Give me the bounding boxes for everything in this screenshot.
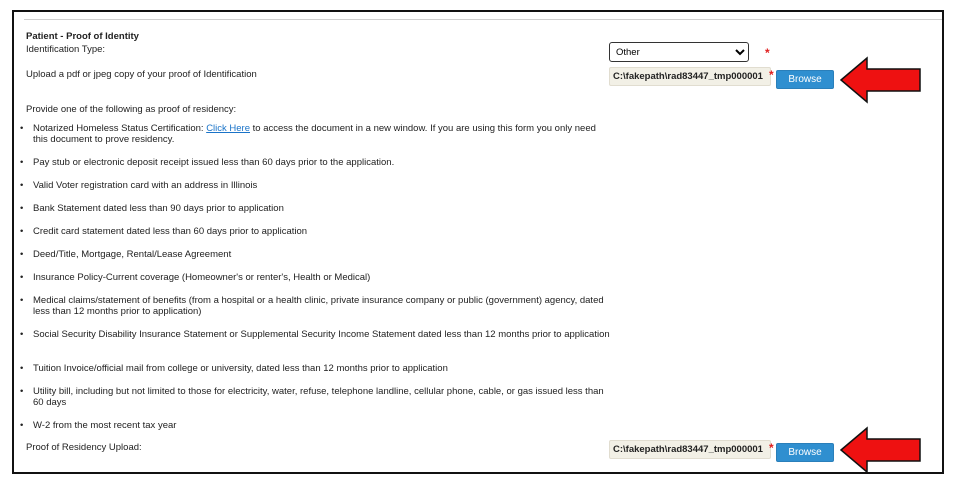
residency-intro: Provide one of the following as proof of residency: bbox=[26, 104, 237, 115]
bullet: • bbox=[20, 329, 24, 340]
residency-item: Credit card statement dated less than 60 days prior to application bbox=[33, 226, 308, 237]
bullet: • bbox=[20, 203, 24, 214]
form-panel bbox=[12, 10, 944, 474]
bullet: • bbox=[20, 180, 24, 191]
residency-item: Pay stub or electronic deposit receipt issued less than 60 days prior to the application. bbox=[33, 157, 395, 168]
residency-item: Tuition Invoice/official mail from college or university, dated less than 12 months prior to application bbox=[33, 363, 448, 374]
bullet: • bbox=[20, 295, 24, 306]
residency-item: Valid Voter registration card with an address in Illinois bbox=[33, 180, 258, 191]
bullet: • bbox=[20, 157, 24, 168]
identification-type-label: Identification Type: bbox=[26, 44, 106, 55]
residency-item: Medical claims/statement of benefits (from a hospital or a health clinic, private insurance company or public (government) agency, dated less than 12 months prior to application) bbox=[33, 295, 604, 317]
bullet: • bbox=[20, 363, 24, 374]
section-title: Patient - Proof of Identity bbox=[26, 31, 139, 42]
required-star: * bbox=[769, 68, 774, 82]
residency-item: Deed/Title, Mortgage, Rental/Lease Agreement bbox=[33, 249, 232, 260]
upload-id-label: Upload a pdf or jpeg copy of your proof of Identification bbox=[26, 69, 257, 80]
bullet: • bbox=[20, 249, 24, 260]
identification-type-select[interactable] bbox=[609, 42, 749, 62]
residency-item-homeless bbox=[33, 123, 613, 145]
residency-item: Insurance Policy-Current coverage (Homeowner's or renter's, Health or Medical) bbox=[33, 272, 371, 283]
browse-residency-button[interactable]: Browse bbox=[776, 443, 834, 462]
residency-item-text: Notarized Homeless Status Certification: bbox=[33, 123, 207, 134]
bullet: • bbox=[20, 386, 24, 397]
residency-item: Utility bill, including but not limited to those for electricity, water, refuse, telephone landline, cellular phone, cable, or gas issued less than 60 days bbox=[33, 386, 604, 408]
required-star: * bbox=[765, 46, 770, 60]
divider bbox=[24, 19, 942, 20]
bullet: • bbox=[20, 226, 24, 237]
required-star: * bbox=[769, 441, 774, 455]
residency-file-path[interactable]: C:\fakepath\rad83447_tmp000001 bbox=[609, 440, 771, 459]
residency-item: Social Security Disability Insurance Statement or Supplemental Security Income Statement dated less than 12 months prior to application bbox=[33, 329, 610, 340]
residency-item: W-2 from the most recent tax year bbox=[33, 420, 177, 431]
red-arrow-icon bbox=[840, 56, 922, 104]
browse-id-button[interactable]: Browse bbox=[776, 70, 834, 89]
id-file-path[interactable]: C:\fakepath\rad83447_tmp000001 bbox=[609, 67, 771, 86]
click-here-link[interactable]: Click Here bbox=[206, 123, 250, 134]
bullet: • bbox=[20, 420, 24, 431]
bullet: • bbox=[20, 272, 24, 283]
bullet: • bbox=[20, 123, 24, 134]
residency-upload-label: Proof of Residency Upload: bbox=[26, 442, 142, 453]
red-arrow-icon bbox=[840, 426, 922, 474]
residency-item-text: to access the document in a new window. If you are using this form you only need this document to prove residency. bbox=[33, 123, 596, 145]
residency-item: Bank Statement dated less than 90 days prior to application bbox=[33, 203, 284, 214]
